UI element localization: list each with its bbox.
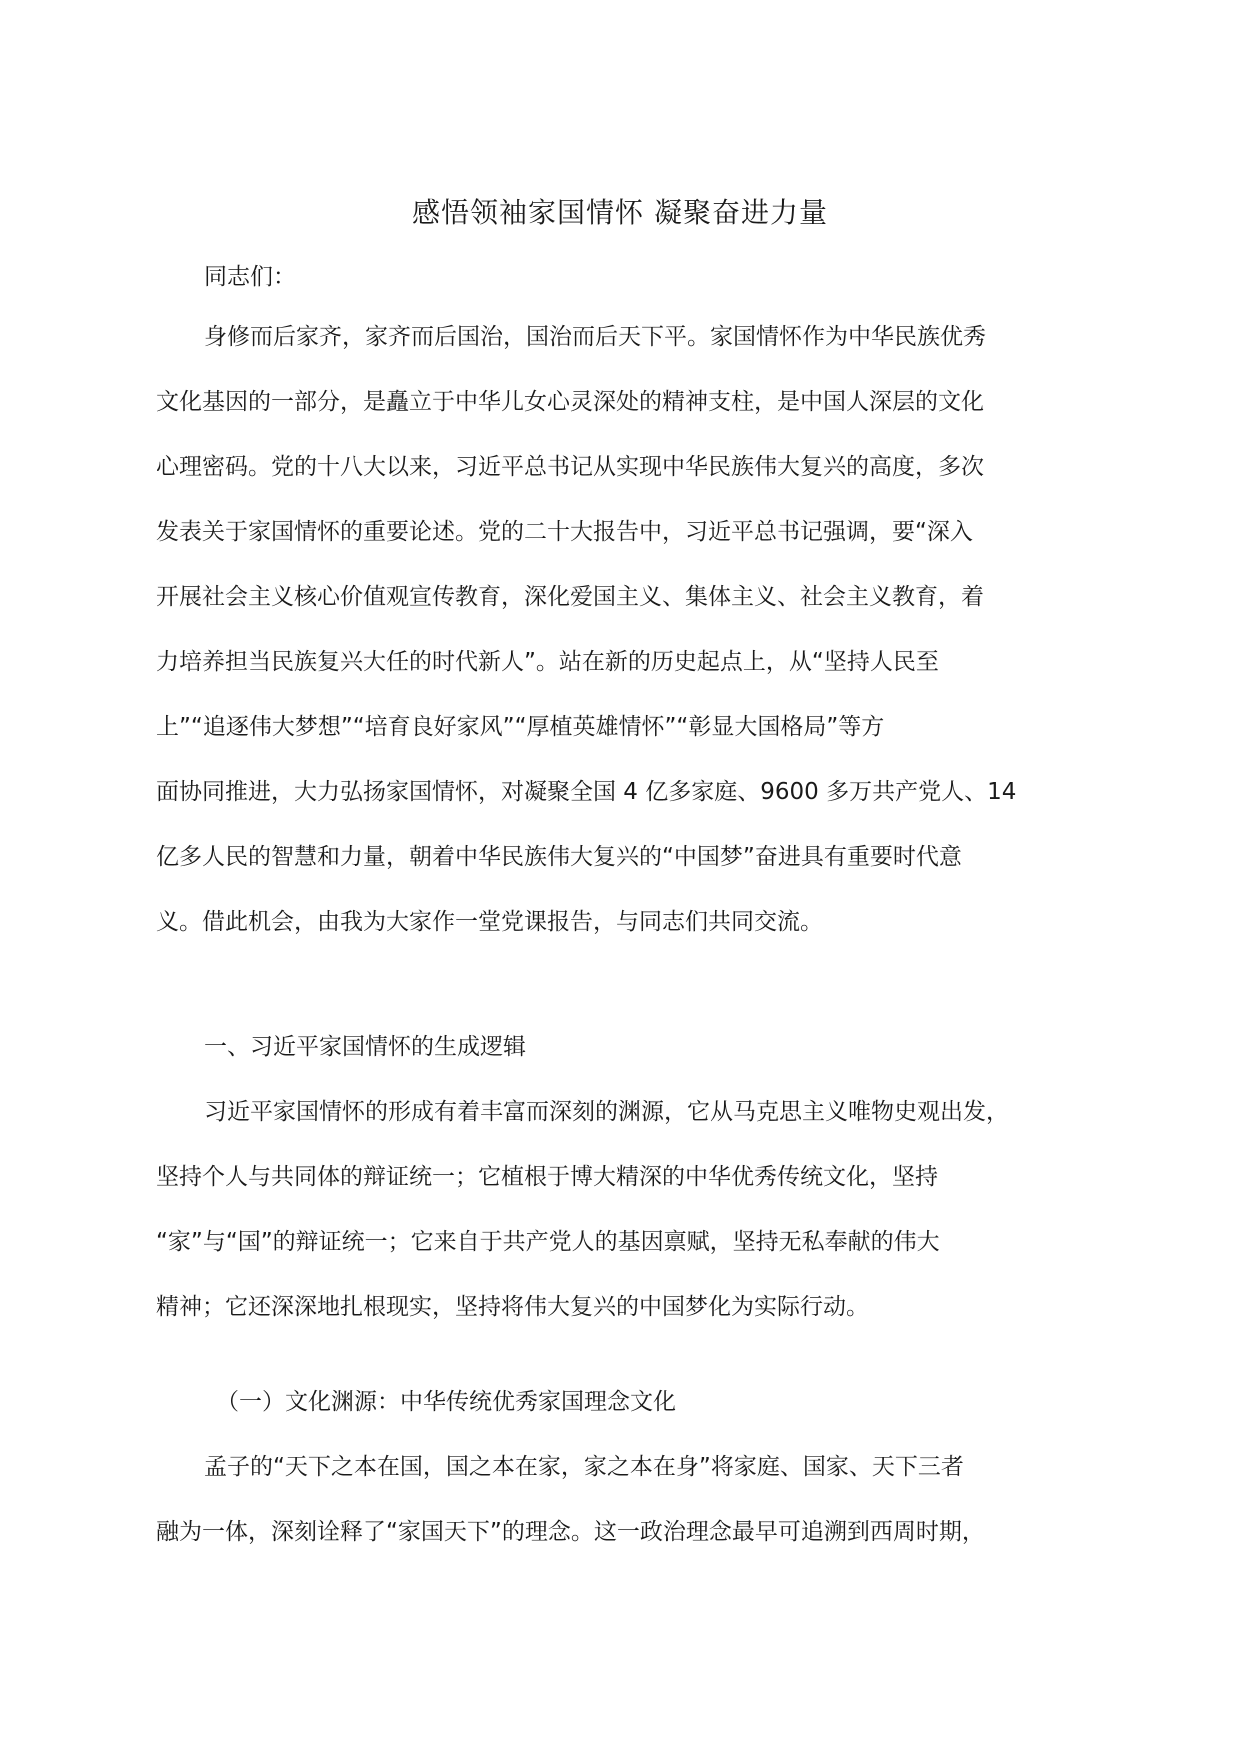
- paragraph-line: 坚持个人与共同体的辩证统一；它植根于博大精深的中华优秀传统文化，坚持: [156, 1164, 938, 1190]
- paragraph-line: 上”“追逐伟大梦想”“培育良好家风”“厚植英雄情怀”“彰显大国格局”等方: [156, 714, 885, 740]
- paragraph-line: 习近平家国情怀的形成有着丰富而深刻的渊源，它从马克思主义唯物史观出发，: [204, 1099, 1009, 1125]
- paragraph-line: 力培养担当民族复兴大任的时代新人”。站在新的历史起点上，从“坚持人民至: [156, 649, 939, 675]
- section-heading: 一、习近平家国情怀的生成逻辑: [204, 1034, 526, 1060]
- paragraph-line: 亿多人民的智慧和力量，朝着中华民族伟大复兴的“中国梦”奋进具有重要时代意: [156, 844, 962, 870]
- salutation-block: [156, 245, 1062, 310]
- paragraph-line: 发表关于家国情怀的重要论述。党的二十大报告中，习近平总书记强调，要“深入: [156, 519, 973, 545]
- paragraph-line: 身修而后家齐，家齐而后国治，国治而后天下平。家国情怀作为中华民族优秀: [204, 324, 986, 350]
- salutation: 同志们：: [204, 264, 296, 290]
- paragraph-line: “家”与“国”的辩证统一；它来自于共产党人的基因禀赋，坚持无私奉献的伟大: [156, 1229, 940, 1255]
- paragraph-mencius: [156, 1435, 1062, 1565]
- subsection-heading-block: [156, 1370, 1062, 1435]
- paragraph-line: 心理密码。党的十八大以来，习近平总书记从实现中华民族伟大复兴的高度，多次: [156, 454, 984, 480]
- paragraph-line: 精神；它还深深地扎根现实，坚持将伟大复兴的中国梦化为实际行动。: [156, 1294, 869, 1320]
- paragraph-intro: [156, 305, 1062, 955]
- paragraph-line: 文化基因的一部分，是矗立于中华儿女心灵深处的精神支柱，是中国人深层的文化: [156, 389, 984, 415]
- paragraph-origins: [156, 1080, 1062, 1340]
- paragraph-line: 义。借此机会，由我为大家作一堂党课报告，与同志们共同交流。: [156, 909, 823, 935]
- paragraph-line: 开展社会主义核心价值观宣传教育，深化爱国主义、集体主义、社会主义教育，着: [156, 584, 984, 610]
- paragraph-line: 融为一体，深刻诠释了“家国天下”的理念。这一政治理念最早可追溯到西周时期，: [156, 1519, 985, 1545]
- paragraph-line: 面协同推进，大力弘扬家国情怀，对凝聚全国 4 亿多家庭、9600 多万共产党人、14: [156, 779, 1017, 805]
- subsection-heading: （一）文化渊源：中华传统优秀家国理念文化: [216, 1389, 676, 1415]
- document-title: 感悟领袖家国情怀 凝聚奋进力量: [412, 196, 828, 229]
- paragraph-line: 孟子的“天下之本在国，国之本在家，家之本在身”将家庭、国家、天下三者: [204, 1454, 964, 1480]
- section-heading-block: [156, 1015, 1062, 1080]
